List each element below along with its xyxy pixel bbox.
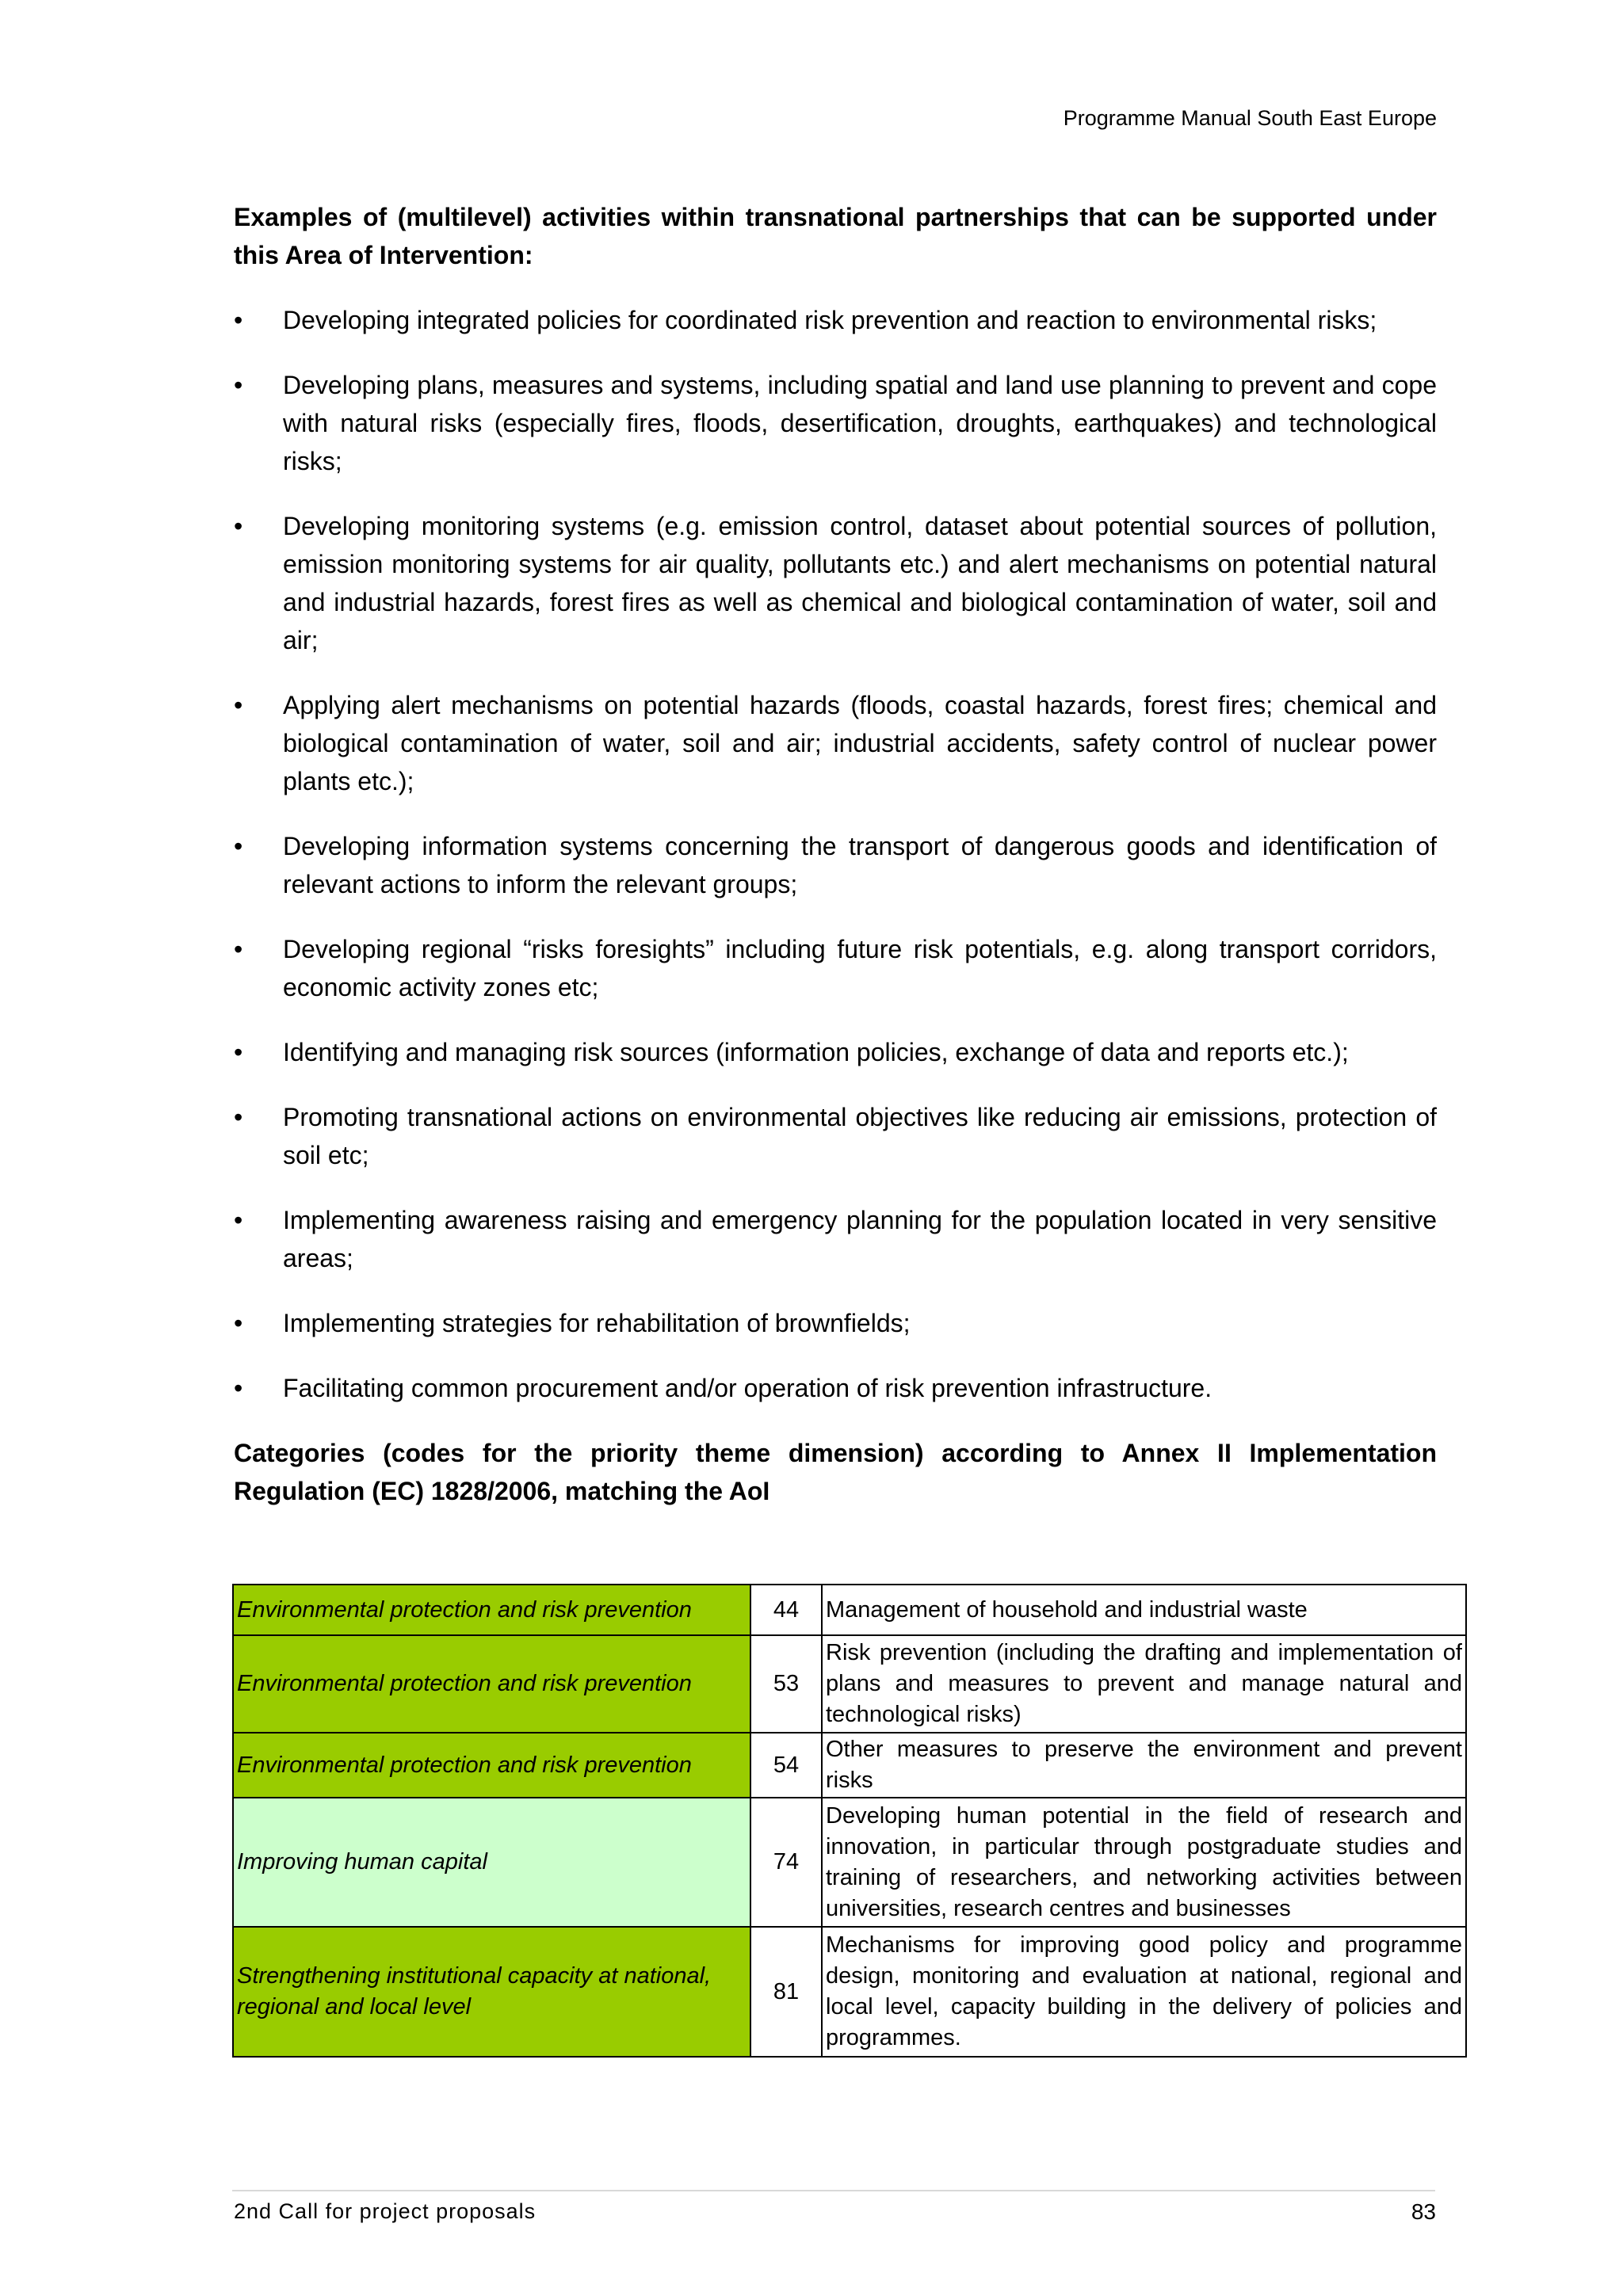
list-item-text: Implementing strategies for rehabilitation of brownfields; xyxy=(283,1309,911,1337)
description-cell: Other measures to preserve the environment and prevent risks xyxy=(822,1733,1466,1798)
footer-call-label: 2nd Call for project proposals xyxy=(234,2199,537,2223)
table-row xyxy=(233,1585,1466,1635)
list-item xyxy=(234,1033,1437,1071)
list-item xyxy=(234,1098,1437,1174)
running-header: Programme Manual South East Europe xyxy=(1063,106,1437,130)
list-item xyxy=(234,1369,1437,1407)
table-row xyxy=(233,1798,1466,1927)
bullet-icon: • xyxy=(234,1038,243,1066)
bullet-icon: • xyxy=(234,371,243,399)
table-row xyxy=(233,1927,1466,2057)
list-item-text: Developing plans, measures and systems, including spatial and land use planning to prevent and cope with natural risks (especially fires, floods, desertification, droughts, earthquakes) and technological risks; xyxy=(283,371,1437,475)
list-item-text: Applying alert mechanisms on potential hazards (floods, coastal hazards, forest fires; chemical and biological contamination of water, soil and air; industrial accidents, safety control of nuclear power plants etc.); xyxy=(283,691,1437,795)
theme-cell: Improving human capital xyxy=(233,1798,750,1927)
list-item xyxy=(234,507,1437,659)
list-item xyxy=(234,1304,1437,1342)
theme-cell: Environmental protection and risk prevention xyxy=(233,1733,750,1798)
bullet-icon: • xyxy=(234,691,243,719)
bullet-icon: • xyxy=(234,1103,243,1131)
description-cell: Risk prevention (including the drafting and implementation of plans and measures to prevent and manage natural and technological risks) xyxy=(822,1635,1466,1733)
table-row xyxy=(233,1635,1466,1733)
theme-cell: Strengthening institutional capacity at national, regional and local level xyxy=(233,1927,750,2057)
list-item xyxy=(234,827,1437,903)
bullet-icon: • xyxy=(234,512,243,540)
list-item-text: Developing regional “risks foresights” including future risk potentials, e.g. along transport corridors, economic activity zones etc; xyxy=(283,935,1437,1001)
list-item-text: Promoting transnational actions on environmental objectives like reducing air emissions, protection of soil etc; xyxy=(283,1103,1437,1169)
description-cell: Management of household and industrial waste xyxy=(822,1585,1466,1635)
list-item-text: Identifying and managing risk sources (information policies, exchange of data and reports etc.); xyxy=(283,1038,1349,1066)
categories-heading: Categories (codes for the priority theme dimension) according to Annex II Implementation Regulation (EC) 1828/2006, matching the AoI xyxy=(234,1439,1437,1505)
footer-divider xyxy=(232,2190,1435,2191)
theme-cell: Environmental protection and risk prevention xyxy=(233,1635,750,1733)
list-item xyxy=(234,686,1437,800)
code-cell: 44 xyxy=(750,1585,822,1635)
list-item-text: Developing integrated policies for coordinated risk prevention and reaction to environmental risks; xyxy=(283,306,1377,334)
bullet-icon: • xyxy=(234,1309,243,1337)
list-item xyxy=(234,366,1437,480)
list-item xyxy=(234,301,1437,339)
theme-cell: Environmental protection and risk prevention xyxy=(233,1585,750,1635)
description-cell: Mechanisms for improving good policy and programme design, monitoring and evaluation at national, regional and local level, capacity building in the delivery of policies and programmes. xyxy=(822,1927,1466,2057)
code-cell: 53 xyxy=(750,1635,822,1733)
list-item-text: Developing monitoring systems (e.g. emission control, dataset about potential sources of pollution, emission monitoring systems for air quality, pollutants etc.) and alert mechanisms on potential natural and industrial hazards, forest fires as well as chemical and biological contamination of water, soil and air; xyxy=(283,512,1437,654)
bullet-icon: • xyxy=(234,935,243,963)
code-cell: 81 xyxy=(750,1927,822,2057)
page-number: 83 xyxy=(1411,2199,1436,2224)
list-item-text: Developing information systems concerning the transport of dangerous goods and identification of relevant actions to inform the relevant groups; xyxy=(283,832,1437,898)
examples-heading: Examples of (multilevel) activities within transnational partnerships that can be supported under this Area of Intervention: xyxy=(234,203,1437,269)
bullet-icon: • xyxy=(234,1206,243,1234)
list-item xyxy=(234,930,1437,1006)
list-item-text: Implementing awareness raising and emergency planning for the population located in very sensitive areas; xyxy=(283,1206,1437,1272)
code-cell: 54 xyxy=(750,1733,822,1798)
activities-list xyxy=(234,301,1437,1407)
bullet-icon: • xyxy=(234,1374,243,1402)
table-row xyxy=(233,1733,1466,1798)
code-cell: 74 xyxy=(750,1798,822,1927)
categories-table xyxy=(232,1584,1467,2058)
main-content xyxy=(234,198,1437,1510)
bullet-icon: • xyxy=(234,832,243,860)
bullet-icon: • xyxy=(234,306,243,334)
list-item-text: Facilitating common procurement and/or operation of risk prevention infrastructure. xyxy=(283,1374,1212,1402)
list-item xyxy=(234,1201,1437,1277)
description-cell: Developing human potential in the field of research and innovation, in particular through postgraduate studies and training of researchers, and networking activities between universities, research centres and businesses xyxy=(822,1798,1466,1927)
